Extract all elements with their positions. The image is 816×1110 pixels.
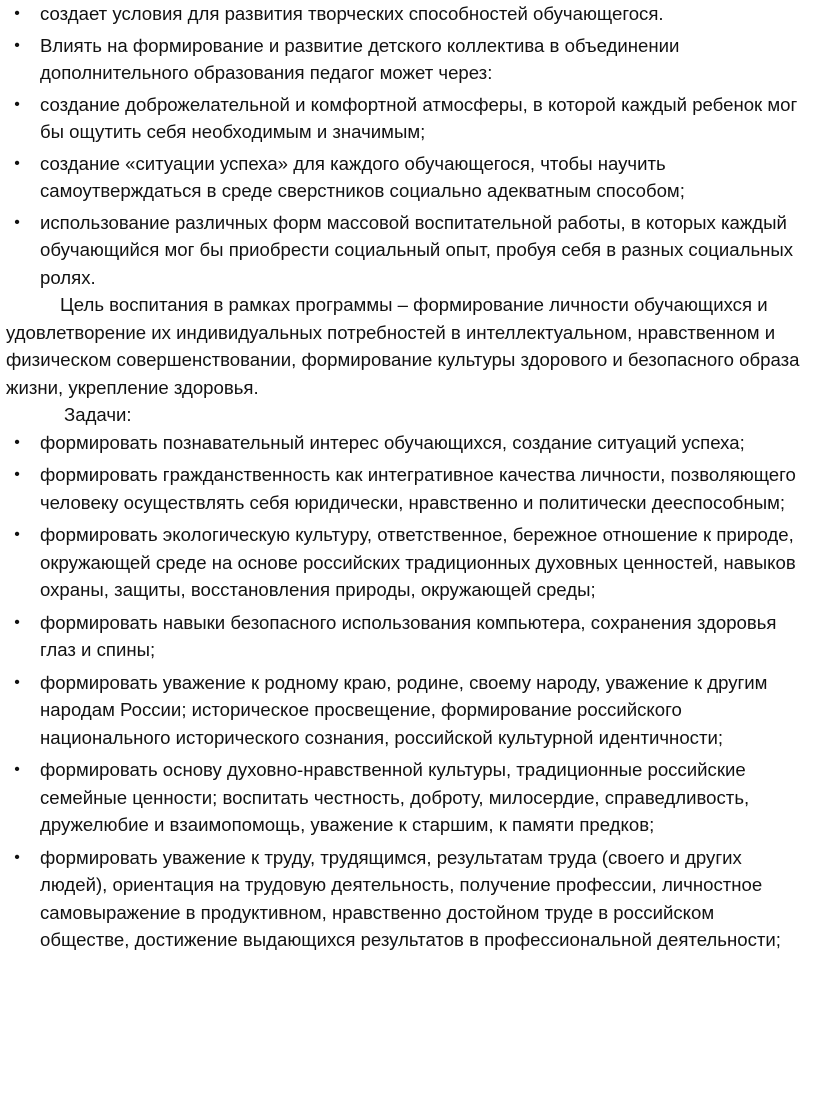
list-item-text: формировать уважение к труду, трудящимся, результатам труда (своего и других людей), ориентация на трудовую деятельность, получение профессии, личностное самовыражение в продуктивном, нравственно достойном труде в российском обществе, достижение выдающихся результатов в профессиональной деятельности; [40, 846, 781, 950]
bullet-icon: • [14, 433, 20, 451]
list-item [6, 150, 808, 205]
bullet-icon: • [14, 673, 20, 691]
bullet-icon: • [14, 213, 20, 231]
list-item [6, 844, 808, 954]
list-item-text: создание «ситуации успеха» для каждого обучающегося, чтобы научить самоутверждаться в среде сверстников социально адекватным способом; [40, 152, 685, 201]
list-item [6, 669, 808, 752]
list-item-text: формировать уважение к родному краю, родине, своему народу, уважение к другим народам России; историческое просвещение, формирование российского национального исторического сознания, российской культурной идентичности; [40, 671, 768, 748]
tasks-heading: Задачи: [64, 404, 132, 425]
list-item [6, 461, 808, 516]
list-item-text: формировать навыки безопасного использования компьютера, сохранения здоровья глаз и спины; [40, 611, 777, 660]
bullet-icon: • [14, 848, 20, 866]
list-item-text: формировать основу духовно-нравственной культуры, традиционные российские семейные ценности; воспитать честность, доброту, милосердие, справедливость, дружелюбие и взаимопомощь, уважение к старшим, к памяти предков; [40, 759, 750, 835]
list-item-text: формировать экологическую культуру, ответственное, бережное отношение к природе, окружающей среде на основе российских традиционных духовных ценностей, навыков охраны, защиты, восстановления природы, окружающей среды; [40, 524, 796, 600]
bullet-icon: • [14, 613, 20, 631]
list-item [6, 32, 808, 87]
list-item [6, 209, 808, 292]
list-item-text: формировать гражданственность как интегративное качества личности, позволяющего человеку осуществлять себя юридически, нравственно и политически дееспособным; [40, 464, 796, 513]
list-item [6, 429, 808, 457]
list-item [6, 0, 808, 28]
list-item [6, 609, 808, 664]
list-item-text: создание доброжелательной и комфортной атмосферы, в которой каждый ребенок мог бы ощутить себя необходимым и значимым; [40, 93, 798, 142]
list-item-text: формировать познавательный интерес обучающихся, создание ситуаций успеха; [40, 431, 745, 453]
list-item-text: создает условия для развития творческих способностей обучающегося. [40, 3, 664, 24]
bullet-icon: • [14, 761, 20, 778]
list-item-text: Влиять на формирование и развитие детского коллектива в объединении дополнительного образования педагог может через: [40, 34, 680, 83]
bullet-icon: • [14, 154, 20, 172]
bullet-icon: • [14, 466, 20, 483]
bullet-icon: • [14, 36, 20, 54]
bullet-icon: • [14, 5, 20, 22]
list-item [6, 521, 808, 604]
goal-paragraph: Цель воспитания в рамках программы – формирование личности обучающихся и удовлетворение их индивидуальных потребностей в интеллектуальном, нравственном и физическом совершенствовании, формирование культуры здорового и безопасного образа жизни, укрепление здоровья. [6, 294, 800, 398]
list-item-text: использование различных форм массовой воспитательной работы, в которых каждый обучающийся мог бы приобрести социальный опыт, пробуя себя в разных социальных ролях. [40, 211, 794, 288]
bullet-icon: • [14, 526, 20, 543]
list-item [6, 756, 808, 839]
tasks-bullet-list [6, 429, 808, 954]
list-item [6, 91, 808, 146]
bullet-icon: • [14, 95, 20, 113]
top-bullet-list [6, 0, 808, 291]
